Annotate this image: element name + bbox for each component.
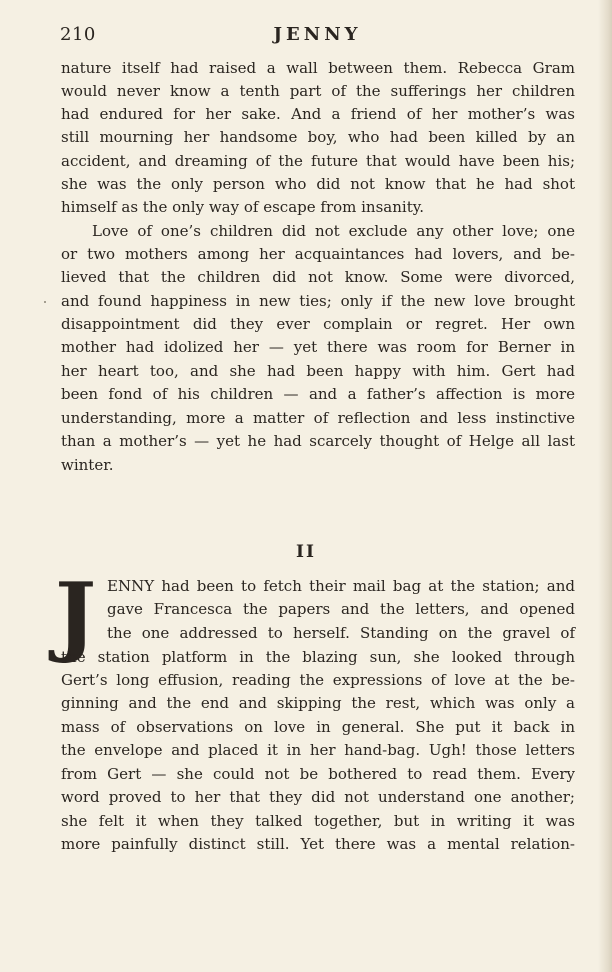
section-line-2: gave Francesca the papers and the letters, and opened [107,600,575,618]
paragraph-1-line-5: accident, and dreaming of the future that would have been his; [61,152,575,170]
paper-speck [44,301,46,303]
section-line-9: from Gert — she could not be bothered to read them. Every [61,765,575,783]
page-number: 210 [60,24,96,45]
paragraph-2-line-3: lieved that the children did not know. Some were divorced, [61,268,575,286]
paragraph-2-line-5: disappointment did they ever complain or regret. Her own [61,315,575,333]
page-header [60,24,575,48]
paragraph-1-line-6: she was the only person who did not know that he had shot [61,175,575,193]
paragraph-1-line-1: nature itself had raised a wall between them. Rebecca Gram [61,59,575,77]
paragraph-2-line-8: been fond of his children — and a father’s affection is more [61,385,575,403]
page-edge [598,0,612,972]
section-number: II [296,542,316,562]
paragraph-1-line-2: would never know a tenth part of the sufferings her children [61,82,575,100]
paragraph-2-line-7: her heart too, and she had been happy with him. Gert had [61,362,575,380]
section-line-3: the one addressed to herself. Standing on the gravel of [107,624,575,642]
paragraph-2-line-11: winter. [61,456,114,474]
paragraph-2-line-9: understanding, more a matter of reflection and less instinctive [61,409,575,427]
section-line-4: the station platform in the blazing sun, she looked through [61,648,575,666]
paragraph-1-line-7: himself as the only way of escape from insanity. [61,198,424,216]
section-line-5: Gert’s long effusion, reading the expressions of love at the be- [61,671,575,689]
paragraph-2-line-6: mother had idolized her — yet there was room for Berner in [61,338,575,356]
section-line-12: more painfully distinct still. Yet there was a mental relation- [61,835,575,853]
running-title: JENNY [273,24,362,45]
paragraph-2-line-10: than a mother’s — yet he had scarcely thought of Helge all last [61,432,575,450]
drop-cap: J [55,563,97,666]
paragraph-2-line-1: Love of one’s children did not exclude any other love; one [92,222,575,240]
section-line-1: ENNY had been to fetch their mail bag at the station; and [107,577,575,595]
paragraph-2-line-2: or two mothers among her acquaintances had lovers, and be- [61,245,575,263]
section-line-8: the envelope and placed it in her hand-bag. Ugh! those letters [61,741,575,759]
section-line-7: mass of observations on love in general. She put it back in [61,718,575,736]
section-line-11: she felt it when they talked together, but in writing it was [61,812,575,830]
paragraph-1-line-3: had endured for her sake. And a friend of her mother’s was [61,105,575,123]
section-line-6: ginning and the end and skipping the rest, which was only a [61,694,575,712]
section-line-10: word proved to her that they did not understand one another; [61,788,575,806]
paragraph-1-line-4: still mourning her handsome boy, who had been killed by an [61,128,575,146]
paragraph-2-line-4: and found happiness in new ties; only if the new love brought [61,292,575,310]
